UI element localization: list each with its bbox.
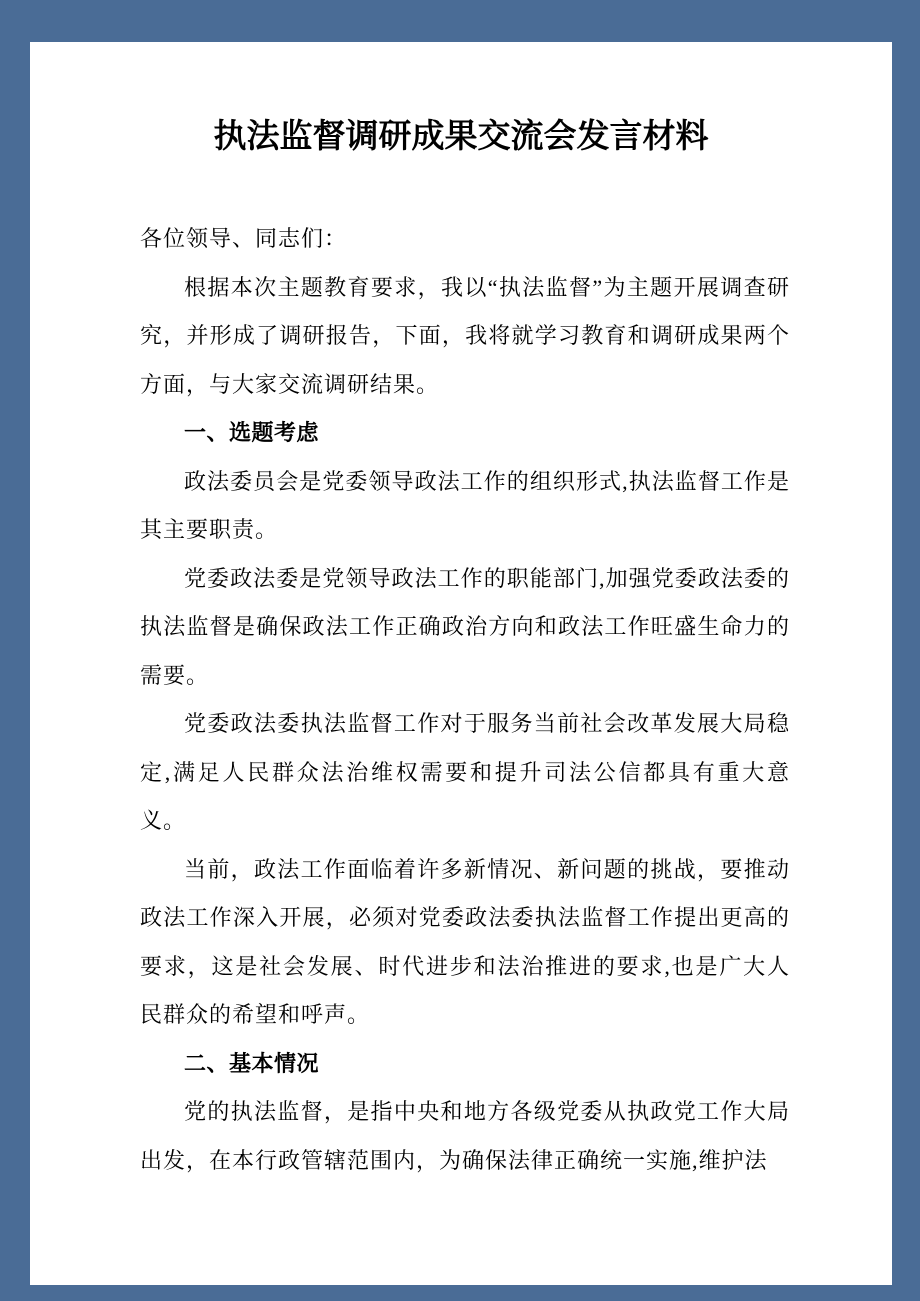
section-heading: 一、选题考虑 [184, 420, 320, 445]
viewer-frame-bottom [0, 1285, 920, 1301]
section-heading: 二、基本情况 [184, 1050, 320, 1076]
viewer-frame-top [0, 0, 920, 42]
paragraph: 根据本次主题教育要求，我以“执法监督”为主题开展调查研究，并形成了调研报告，下面，我将就学习教育和调研成果两个方面，与大家交流调研结果。 [140, 274, 790, 397]
paragraph: 党的执法监督，是指中央和地方各级党委从执政党工作大局出发，在本行政管辖范围内，为确保法律正确统一实施,维护法 [140, 1099, 790, 1173]
viewer-frame-left [0, 0, 30, 1301]
paragraph: 政法委员会是党委领导政法工作的组织形式,执法监督工作是其主要职责。 [140, 468, 790, 542]
paragraph: 党委政法委执法监督工作对于服务当前社会改革发展大局稳定,满足人民群众法治维权需要和提升司法公信都具有重大意义。 [140, 711, 790, 833]
paragraph: 当前，政法工作面临着许多新情况、新问题的挑战，要推动政法工作深入开展，必须对党委政法委执法监督工作提出更高的要求，这是社会发展、时代进步和法治推进的要求,也是广大人民群众的希望和呼声。 [140, 856, 790, 1027]
viewer-frame-right [892, 0, 920, 1301]
paragraph: 党委政法委是党领导政法工作的职能部门,加强党委政法委的执法监督是确保政法工作正确政治方向和政法工作旺盛生命力的需要。 [140, 565, 790, 688]
document-page [30, 42, 892, 1285]
document-body [140, 215, 790, 1185]
document-title: 执法监督调研成果交流会发言材料 [213, 117, 709, 154]
paragraph: 各位领导、同志们： [140, 226, 348, 251]
